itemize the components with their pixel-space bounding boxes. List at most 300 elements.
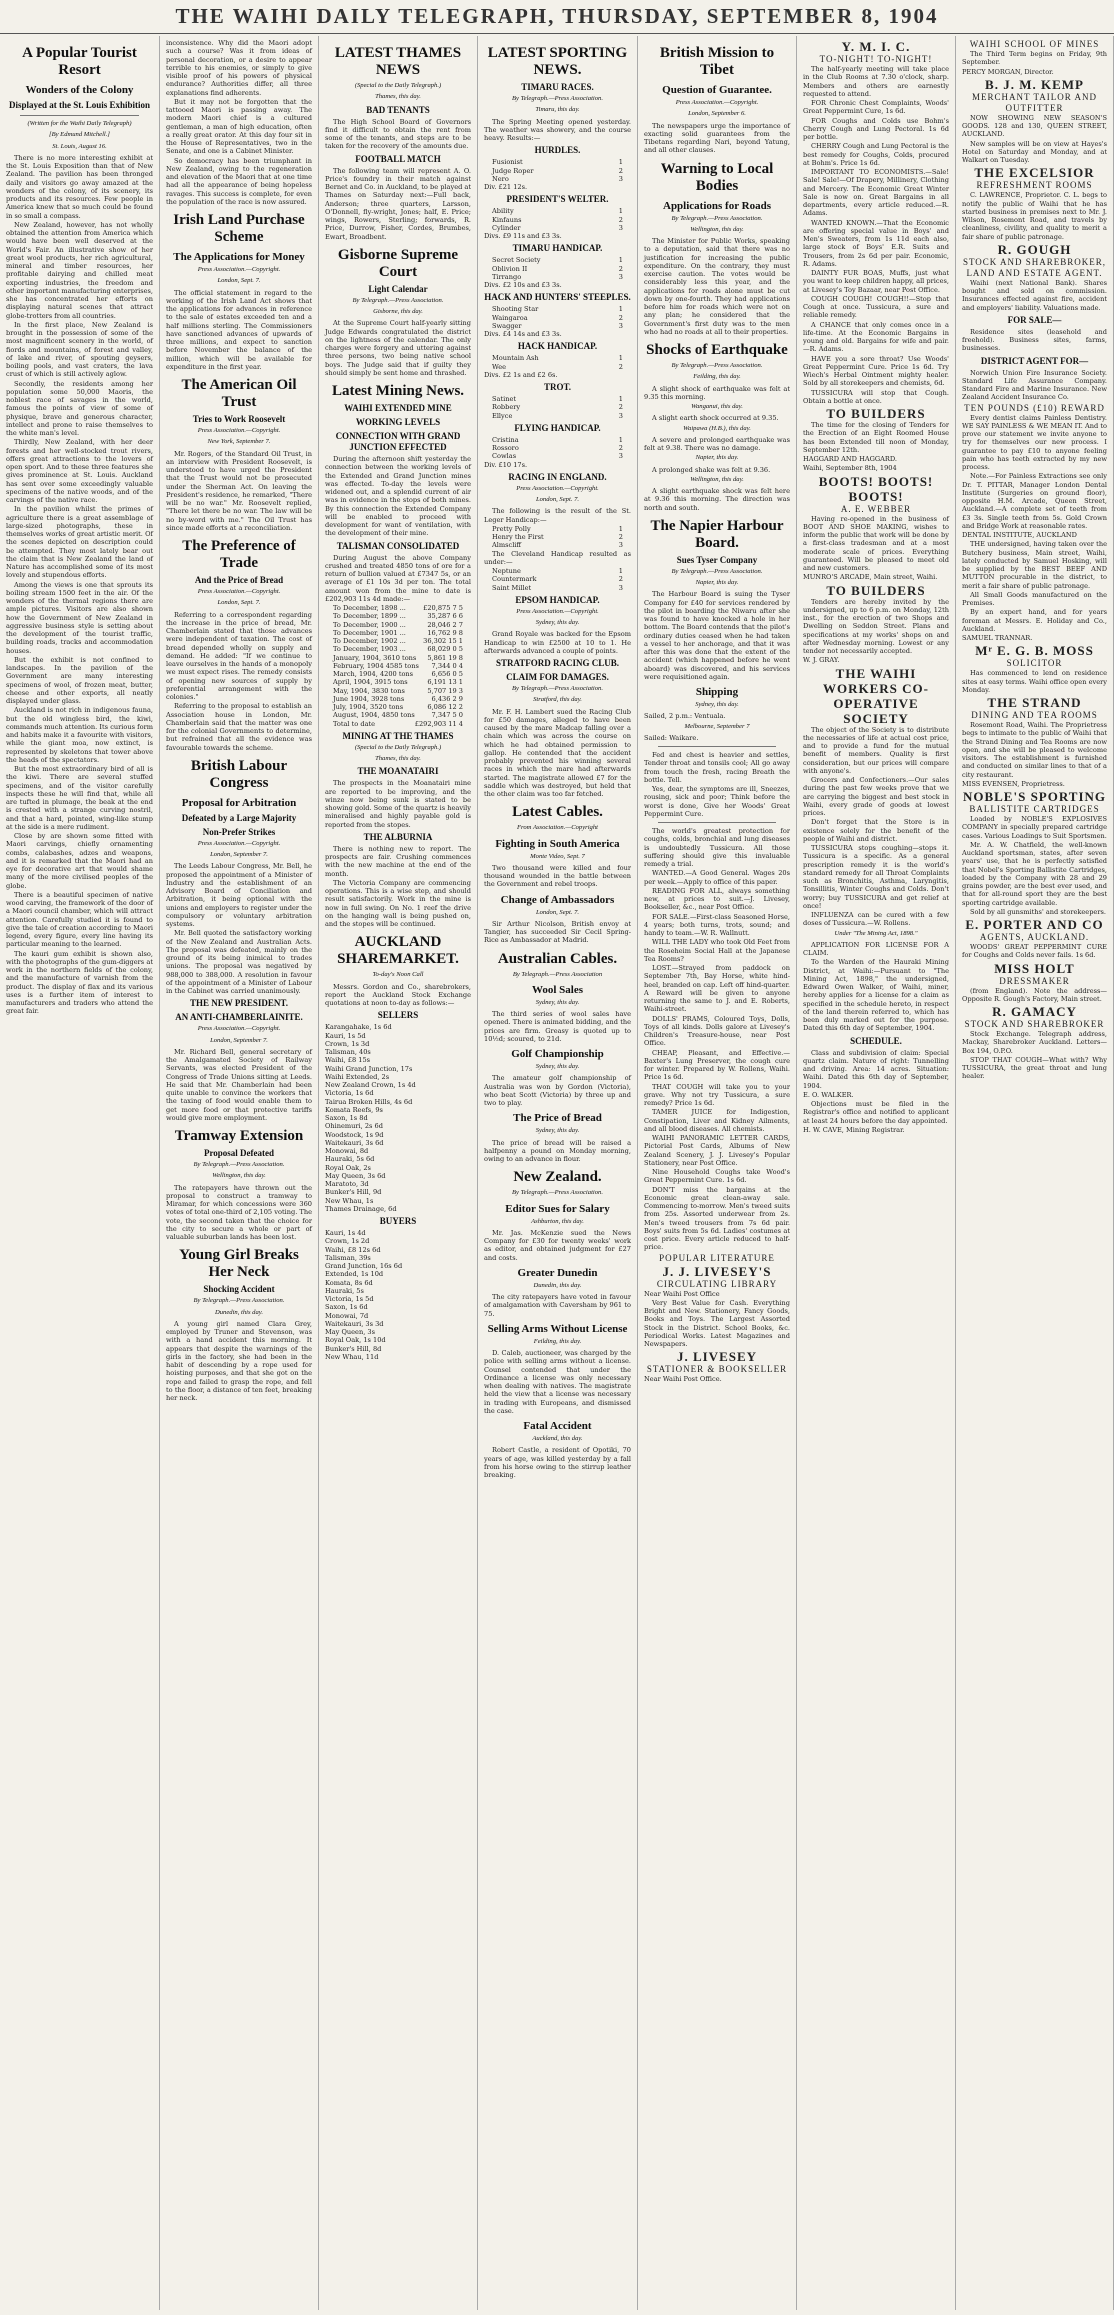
paragraph: SAMUEL TRANNAR. — [962, 634, 1033, 642]
dateline: Press Association.—Copyright. — [516, 607, 599, 615]
table-row — [325, 687, 471, 695]
results-table — [484, 305, 631, 330]
list-item: Royal Oak, 2s — [325, 1163, 371, 1172]
table-cell-value: 1 — [618, 158, 623, 167]
article-subheadline: Change of Ambassadors — [500, 893, 615, 906]
article-subheadline: Shipping — [695, 686, 739, 698]
table-row — [325, 604, 471, 612]
advert-caption: DRESSMAKER — [999, 975, 1070, 986]
table-cell-value: 7,344 0 4 — [431, 661, 463, 670]
table-cell-label: Almscliff — [492, 541, 522, 550]
column-7 — [956, 36, 1114, 2310]
paragraph: THE undersigned, having taken over the Butchery business, Main street, Waihi, lately conducted by Samuel Hosking, will be supplied by the BEST BEEF AND MUTTON procurable in the district, to merit a fair share of public patronage. — [962, 540, 1107, 590]
table-cell-label: February, 1904 4585 tons — [333, 661, 419, 670]
paragraph: Grand Royale was backed for the Epsom Handicap to win £2500 at 10 to 1. He afterwards advanced a couple of points. — [484, 630, 631, 655]
advert-caption: TO-NIGHT! TO-NIGHT! — [819, 54, 933, 64]
section-heading: SELLERS — [377, 1010, 419, 1021]
advert-title: Mʳ E. G. B. MOSS — [975, 643, 1094, 659]
table-cell-label: To December, 1900 ... — [333, 620, 406, 629]
dateline: Napier, this day. — [695, 454, 739, 462]
results-table — [484, 158, 631, 183]
dateline: Press Association.—Copyright. — [197, 588, 281, 595]
section-heading: EPSOM HANDICAP. — [515, 594, 600, 605]
paragraph: The Leeds Labour Congress, Mr. Bell, he proposed the appointment of a Minister of Industry and the establishment of an Advisory Board of Conciliation and Arbitration, it being optional with the unions and employers to register under the compulsory or voluntary arbitration systems. — [166, 862, 312, 928]
paragraph: MISS EVENSEN, Proprietress. — [962, 779, 1065, 788]
paragraph: Close by are shown some fitted with Maori carvings, chiefly ornamenting combs, calabashes, adzes and weapons, and it is remarked that the Maori had an eye for decorative art that would shame many of the more civilised peoples of the globe. — [6, 832, 153, 890]
table-cell-label: May, 1904, 3830 tons — [333, 686, 405, 695]
list-item: Talisman, 39s — [325, 1253, 371, 1262]
table-cell-value: 35,287 6 6 — [427, 612, 463, 621]
table-row — [484, 158, 631, 166]
paragraph: Mr. Richard Bell, general secretary of the Amalgamated Society of Railway Servants, was elected President of the Congress of Trade Unions sitting at Leeds. He said that Mr. Chamberlain had been quite unable to convince the workers that the taxing of food would enable them to get more food or that protective tariffs would give more employment. — [166, 1047, 312, 1122]
section-heading: STRATFORD RACING CLUB. — [495, 658, 620, 668]
paragraph: During August the above Company crushed and treated 4850 tons of ore for a return of bullion valued at £7347 5s, or an average of £1 10s 3d per ton. The total amount won from the mine to date is £202,903 11s 4d made:— — [325, 553, 471, 603]
list-item: New Whau, 1s — [325, 1196, 374, 1205]
table-cell-label: Pretty Polly — [492, 524, 531, 533]
dateline: By Telegraph.—Press Association. — [352, 296, 444, 304]
list-item: Tairua Broken Hills, 4s 6d — [325, 1097, 413, 1106]
dateline: Auckland, this day. — [532, 1435, 583, 1442]
article-headline: Young Girl Breaks Her Neck — [179, 1247, 299, 1281]
advert-caption: WAIHI SCHOOL OF MINES — [969, 39, 1100, 49]
list-item: Victoria, 1s 5d — [325, 1295, 374, 1303]
article-subheadline: Golf Championship — [511, 1048, 604, 1060]
paragraph: The third series of wool sales have opened. There is animated bidding, and the prices are firm. Greasy is quoted up to 10½d; scoured, to 21d. — [484, 1010, 631, 1043]
paragraph: To the Warden of the Hauraki Mining District, at Waihi:—Pursuant to "The Mining Act, 1898," the undersigned, Edward Owen Walker, of Waihi, miner, hereby applies for a license for a claim as specified in the schedule hereto, in respect of the land therein referred to, which has been duly marked out for the purpose. Dated this 6th day of September, 1904. — [803, 958, 949, 1033]
table-row — [325, 637, 471, 645]
dateline: Wellington, this day. — [212, 1172, 266, 1180]
section-heading: FOOTBALL MATCH — [355, 153, 441, 164]
dateline: By Telegraph.—Press Association. — [671, 567, 763, 575]
paragraph: The price of bread will be raised a halfpenny a pound on Monday morning, owing to an advance in flour. — [484, 1138, 631, 1163]
section-heading: Light Calendar — [368, 283, 428, 294]
dateline: To-day's Noon Call — [372, 971, 424, 979]
paragraph: FOR Coughs and Colds use Bohm's Cherry Cough and Lung Pectoral. 1s 6d per bottle. — [803, 116, 949, 141]
list-item: Waitekauri, 3s 6d — [325, 1138, 384, 1147]
dateline: Waipawa (H.B.), this day. — [683, 424, 751, 432]
table-row — [484, 575, 631, 583]
advert-title: E. PORTER AND CO — [965, 917, 1104, 932]
table-cell-label: Saint Millet — [492, 583, 532, 592]
table-cell-value: 2 — [618, 533, 623, 541]
dateline: Press Association.—Copyright. — [197, 266, 281, 273]
table-cell-value: 3 — [618, 174, 623, 183]
article-headline: British Labour Congress — [190, 757, 288, 791]
advert-title: TO BUILDERS — [826, 582, 926, 598]
table-cell-value: 16,762 9 8 — [427, 628, 463, 637]
paragraph: WANTED.—A Good General. Wages 20s per week.—Apply to office of this paper. — [644, 869, 790, 886]
advert-title: THE STRAND — [987, 695, 1082, 710]
table-cell-label: August, 1904, 4850 tons — [333, 711, 415, 720]
list-item: Extended, 1s 10d — [325, 1270, 384, 1279]
dateline: Under "The Mining Act, 1898." — [834, 929, 918, 937]
section-heading: TIMARU HANDICAP. — [512, 243, 603, 254]
dateline: Wellington, this day. — [690, 475, 744, 483]
paragraph: The Harbour Board is suing the Tyser Company for £40 for services rendered by the pilot in boarding the Niwaru after she was found to have knocked a hole in her bottom. The Board contends that the pilot's ordinary duties ceased when he had taken a vessel to her anchorage, and that it was after this was done that the extent of the accident (which happened before he went aboard) was discovered, and his services were requisitioned again. — [644, 590, 790, 681]
masthead-title: THE WAIHI DAILY TELEGRAPH, THURSDAY, SEPTEMBER 8, 1904 — [175, 4, 939, 28]
dateline: Gisborne, this day. — [373, 308, 423, 315]
article-headline: LATEST THAMES NEWS — [334, 45, 462, 78]
paragraph: Class and subdivision of claim: Special quartz claim. Nature of right: Tunnelling and driving. Area: 14 acres. Situation: Waihi. Dated this 6th day of September, 1904. — [803, 1048, 949, 1090]
list-item: Waihi, £8 15s — [325, 1056, 371, 1065]
paragraph: Div. £10 17s. — [484, 460, 528, 469]
article-headline: Irish Land Purchase Scheme — [173, 212, 305, 245]
article-headline: A Popular Tourist Resort — [22, 45, 137, 78]
table-cell-value: 6,436 2 9 — [431, 694, 463, 703]
paragraph: But the most extraordinary bird of all is the kiwi. There are several stuffed specimens, and of the visitor carefully inspects these he will find that, while all are tufted in plumage, the beak at the end is crested with a strange curving nostril, and that a hard, pointed, wing-like stump at the side is a mere rudiment. — [6, 765, 153, 831]
paragraph: (from England). Note the address—Opposite R. Gough's Factory, Main street. — [962, 986, 1107, 1003]
table-row — [484, 412, 631, 420]
table-row — [325, 720, 471, 728]
paragraph: A slight shock of earthquake was felt at 9.35 this morning. — [644, 384, 790, 401]
section-heading: RACING IN ENGLAND. — [508, 471, 607, 482]
paragraph: WAIHI PANORAMIC LETTER CARDS, Pictorial Post Cards, Albums of New Zealand Scenery, J. J. Livesey's Popular Stationery, near Post Office. — [644, 1134, 790, 1167]
article-headline: Latest Mining News. — [331, 383, 465, 399]
table-cell-value: 2 — [618, 264, 623, 273]
dateline: Dunedin, this day. — [533, 1281, 582, 1289]
dateline: London, Sept. 7. — [217, 599, 261, 607]
article-subheadline: Question of Guarantee. — [662, 84, 772, 96]
table-cell-label: Wee — [492, 362, 507, 371]
table-cell-value: 3 — [618, 583, 623, 592]
table-cell-value: 1 — [618, 435, 623, 444]
table-cell-label: Ability — [492, 207, 514, 216]
dateline: Press Association.—Copyright. — [675, 99, 759, 106]
table-row — [325, 678, 471, 686]
table-cell-value: 2 — [618, 403, 623, 412]
list-item: Hauraki, 5s — [325, 1286, 364, 1295]
table-row — [484, 314, 631, 322]
table-row — [484, 322, 631, 330]
table-row — [325, 703, 471, 711]
table-cell-label: Cristina — [492, 435, 519, 444]
list-item: May Queen, 3s 6d — [325, 1171, 386, 1180]
table-cell-label: To December, 1903 ... — [333, 645, 406, 654]
paragraph: The half-yearly meeting will take place in the Club Rooms at 7.30 o'clock, sharp. Members and others are earnestly requested to attend. — [803, 65, 949, 98]
table-cell-label: Waingaroa — [492, 313, 528, 322]
paragraph: In the first place, New Zealand is brought in the possession of some of the most magnificent scenery in the world, of fiords and mountains, of forest and valley, of lake and river, of spouting geysers, boiling pools, and vast craters, the lava crust of which is still actively aglow. — [6, 320, 153, 379]
section-heading: HACK AND HUNTERS' STEEPLES. — [484, 292, 631, 303]
paragraph: Thirdly, New Zealand, with her deer forests and her well-stocked trout rivers, offers great attractions to the lovers of open sport. And to these three features she gives prominence at St. Louis. Auckland has sent over some exceedingly valuable specimens of the native woods, and of the carvings of the native race. — [6, 438, 153, 504]
table-cell-value: 3 — [618, 223, 623, 232]
table-cell-label: To December, 1902 ... — [333, 637, 406, 645]
article-headline: The Napier Harbour Board. — [650, 517, 784, 551]
table-row — [484, 273, 631, 281]
table-row — [484, 395, 631, 403]
paragraph: E. O. WALKER. — [803, 1090, 854, 1099]
advert-caption: STOCK AND SHAREBROKER — [964, 1019, 1105, 1029]
table-cell-value: 28,046 2 7 — [427, 620, 463, 629]
table-row — [325, 670, 471, 678]
paragraph: The official statement in regard to the working of the Irish Land Act shows that the applications for advances in reference to the sale of estates exceeded ten and a half millions sterling. The Commissioners have sanctioned advances of upwards of three millions, and expect to sanction before November the balance of the million, which will be available for expenditure in the first year. — [166, 288, 312, 371]
table-cell-label: To December, 1901 ... — [333, 628, 406, 637]
table-row — [484, 354, 631, 362]
paragraph: Mr. A. W. Chatfield, the well-known Auckland sportsman, states, after seven years' use, that he is perfectly satisfied that Nobel's Sporting Ballistite Cartridges, loaded by the Company with 28 and 29 grains powder, are the best ever used, and that for all-round sport they are the best sporting cartridge available. — [962, 840, 1107, 907]
list-item: Royal Oak, 1s 10d — [325, 1336, 386, 1345]
paragraph: Has commenced to lend on residence sites at easy terms. Waihi office open every Monday. — [962, 669, 1107, 694]
section-heading: THE ALBURNIA — [363, 831, 433, 842]
advert-title: MISS HOLT — [994, 960, 1075, 976]
advert-caption: TEN POUNDS (£10) REWARD — [964, 402, 1105, 413]
list-item: Woodstock, 1s 9d — [325, 1130, 384, 1139]
list-item: Kauri, 1s 5d — [325, 1031, 366, 1040]
table-row — [484, 584, 631, 592]
paragraph: A prolonged shake was felt at 9.36. — [652, 465, 771, 474]
paragraph: The following team will represent A. O. Price's foundry in their match against Bernet and Co. in Auckland, to be played at Thames on Saturday next:—Full back, Anderson; three quarters, Larsson, O'Donnell, fly-wright, Jones; half, E. Price; wings, Rowers, Sterling; forwards, R. Price, Durrow, Fisher, Cordes, Brumbes, Ewart, Broadbent. — [325, 166, 471, 241]
section-heading: Proposal Defeated — [203, 1148, 275, 1158]
dateline: Stratford, this day. — [533, 696, 582, 704]
section-heading: CLAIM FOR DAMAGES. — [506, 672, 609, 682]
list-item: Hauraki, 5s 6d — [325, 1155, 375, 1164]
paragraph: MUNRO'S ARCADE, Main street, Waihi. — [803, 573, 938, 582]
table-cell-label: To December, 1899 ... — [333, 612, 406, 621]
paragraph: Objections must be filed in the Registrar's office and notified to applicant at least 24 hours before the day appointed. — [803, 1100, 949, 1125]
list-item: Komata Reefs, 9s — [325, 1105, 383, 1114]
paragraph: inconsistence. Why did the Maori adopt such a course? Was it from ideas of personal decoration, or a desire to appear terrible to his enemies, or simply to give visible proof of his powers of physical endurance? Authorities differ, all three explanations find adherents. — [166, 39, 312, 97]
paragraph: Referring to the proposal to establish an Association house in London, Mr. Chamberlain said that the matter was one for the colonial Governments to determine, but refrained that all the evidence was favourable towards the scheme. — [166, 702, 312, 752]
paragraph: DOLLS' PRAMS, Coloured Toys, Dolls, Toys of all kinds. Dolls galore at Livesey's Children's Treasure-house, near Post Office. — [644, 1014, 790, 1048]
paragraph: TAMER JUICE for Indigestion, Constipation, Liver and Kidney Ailments, and all blood diseases. All chemists. — [644, 1108, 790, 1133]
results-table — [484, 207, 631, 232]
paragraph: The High School Board of Governors find it difficult to obtain the rent from some of the tenants, and steps are to be taken for the recovery of the amounts due. — [325, 117, 471, 151]
advert-caption: DINING AND TEA ROOMS — [971, 710, 1098, 720]
table-cell-value: 1 — [618, 256, 623, 265]
paragraph: Stock Exchange. Telegraph address, Mackay, Sharebroker Auckland. Letters—Box 194, O.P.O. — [962, 1030, 1107, 1055]
article-subheadline: Wool Sales — [531, 983, 584, 996]
dateline: Press Association.—Copyright. — [197, 839, 281, 847]
section-heading: Shocking Accident — [203, 1284, 275, 1295]
table-row — [325, 662, 471, 670]
table-cell-value: 6,086 12 2 — [427, 703, 463, 711]
table-cell-value: 7,347 5 0 — [431, 711, 463, 720]
table-cell-label: April, 1904, 3915 tons — [333, 678, 408, 687]
list-item: Grand Junction, 16s 6d — [325, 1262, 403, 1270]
list-item: Victoria, 1s 6d — [325, 1089, 374, 1098]
table-cell-value: 5,861 19 8 — [427, 653, 463, 662]
table-cell-value: 3 — [618, 452, 623, 461]
table-cell-label: Oblivion II — [492, 264, 528, 273]
paragraph: Robert Castle, a resident of Opotiki, 70 years of age, was killed yesterday by a fall from his horse owing to the stirrup leather breaking. — [484, 1446, 631, 1479]
section-heading: TROT. — [543, 382, 572, 392]
dateline: London, Sept. 7. — [535, 496, 580, 503]
article-subheadline: The Price of Bread — [513, 1112, 602, 1125]
table-cell-value: 1 — [618, 207, 623, 216]
paragraph: A slight earthquake shock was felt here at 9.36 this morning. The direction was north and south. — [644, 487, 790, 512]
list-item: Maratoto, 3d — [325, 1180, 369, 1188]
dateline: London, Sept. 7. — [217, 277, 261, 285]
paragraph: H. W. CAVE, Mining Registrar. — [803, 1125, 905, 1134]
section-heading: HURDLES. — [534, 145, 581, 156]
advert-title: THE WAIHI WORKERS CO-OPERATIVE SOCIETY — [823, 665, 929, 726]
paragraph: A CHANCE that only comes once in a life-time. At the Economic Bargains in young and old. Bargains for wife and pair.—R. Adams. — [803, 320, 949, 354]
table-cell-value: 2 — [618, 444, 623, 452]
dateline: London, September 7. — [210, 851, 268, 858]
dateline: Press Association.—Copyright. — [197, 1025, 281, 1033]
paragraph: Residence sites (leasehold and freehold). Business sites, farms, businesses. — [962, 327, 1107, 353]
table-cell-value: 1 — [618, 395, 623, 403]
paragraph: Every dentist claims Painless Dentistry. WE SAY PAINLESS & WE MEAN IT. And to prove our statement we invite anyone to try for themselves our new process. I guarantee to pay £10 to anyone feeling pain who has teeth extracted by my new process. — [962, 413, 1107, 471]
paragraph: Sold by all gunsmiths' and storekeepers. — [970, 907, 1106, 916]
table-cell-value: 1 — [618, 524, 623, 533]
table-row — [484, 533, 631, 541]
masthead — [0, 0, 1114, 34]
dateline: By Telegraph.—Press Association. — [512, 1189, 603, 1197]
table-cell-value: £20,875 7 5 — [423, 604, 463, 612]
section-heading: TIMARU RACES. — [521, 82, 594, 92]
article-headline: The Preference of Trade — [182, 538, 296, 571]
section-heading: CONNECTION WITH GRAND JUNCTION EFFECTED — [335, 431, 461, 452]
paragraph: Waihi (next National Bank). Shares bought and sold on commission. Insurances effected against fire, accident and employers' liability. Valuations made. — [962, 278, 1107, 312]
paragraph: LOST.—Strayed from paddock on September 7th, Bay Horse, white hind-heel, branded on cap. Left off hind-quarter. A Reward will be given to anyone returning the same to J. and E. Roberts, Waihi-street. — [644, 964, 790, 1014]
table-row — [484, 256, 631, 264]
column-2 — [160, 36, 319, 2310]
paragraph: INFLUENZA can be cured with a few doses of Tussicura.—W. Rollens. — [803, 911, 949, 928]
table-cell-label: Judge Roper — [492, 166, 534, 175]
article-headline: Gisborne Supreme Court — [337, 246, 459, 280]
advert-title: R. GAMACY — [992, 1004, 1077, 1019]
list-item: Bunker's Hill, 9d — [325, 1188, 382, 1197]
paragraph: THAT COUGH will take you to your grave. Why not try Tussicura, a sure remedy? Price 1s 6d. — [644, 1082, 790, 1107]
paragraph: Nine Household Coughs take Wood's Great Peppermint Cure. 1s 6d. — [644, 1168, 790, 1185]
advert-caption: STOCK AND SHAREBROKER, LAND AND ESTATE AGENT. — [962, 256, 1107, 278]
paragraph: TUSSICURA stops coughing—stops it. Tussicura is a specific. As a general prescription remedy it is the world's standard remedy for all Throat Complaints such as Bronchitis, Asthma, Laryngitis, Tonsillitis, Winter Coughs and Colds. Don't worry; buy TUSSICURA and get relief at once! — [803, 844, 949, 910]
paragraph: WILL THE LADY who took Old Feet from the Roseheim Social Hall at the Japanese Tea Rooms? — [644, 938, 790, 963]
section-heading: THE MOANATAIRI — [357, 766, 439, 777]
list-item: Waihi Grand Junction, 17s — [325, 1064, 413, 1073]
paragraph: Very Best Value for Cash. Everything Bright and New. Stationery, Fancy Goods, Books and Toys. The Largest Assorted Stock in the District. School Books, &c. Periodical Works. Latest Magazines and Newspapers. — [644, 1298, 790, 1348]
list-item: Komata, 8s 6d — [325, 1278, 373, 1287]
dateline: By Telegraph.—Press Association — [512, 970, 603, 978]
paragraph: A slight earth shock occurred at 9.35. — [652, 414, 779, 423]
table-row — [484, 265, 631, 273]
section-heading: BUYERS — [379, 1216, 417, 1226]
dateline: (Special to the Daily Telegraph.) — [354, 743, 442, 751]
advert-caption: REFRESHMENT ROOMS — [976, 180, 1093, 191]
table-cell-value: 2 — [618, 166, 623, 175]
table-cell-label: To December, 1898 ... — [333, 604, 406, 612]
advert-caption: STATIONER & BOOKSELLER — [646, 1364, 788, 1375]
dateline: Sydney, this day. — [535, 619, 580, 626]
table-cell-value: 1 — [618, 567, 623, 575]
article-subheadline: Fighting in South America — [495, 837, 620, 850]
article-headline: The American Oil Trust — [181, 377, 297, 410]
table-cell-label: Total to date — [333, 719, 376, 728]
table-cell-value: 2 — [618, 313, 623, 322]
article-headline: Australian Cables. — [497, 950, 618, 967]
paragraph: Two thousand were killed and four thousand wounded in the battle between the Government and rebel troops. — [484, 863, 631, 889]
section-heading: MINING AT THE THAMES — [342, 730, 454, 741]
table-cell-label: Satinet — [492, 395, 517, 403]
paragraph: The time for the closing of Tenders for the Erection of an Eight Roomed House has been Extended till noon of Monday, September 12th. — [803, 421, 949, 454]
table-cell-label: Henry the First — [492, 533, 544, 541]
paragraph: New samples will be on view at Hayes's Hotel on Saturday and Monday, and at Walkart on Tuesday. — [962, 139, 1107, 164]
paragraph: The prospects in the Moanatairi mine are reported to be improving, and the winze now being sunk is stated to be showing gold. Some of the quartz is heavily mineralised and highly payable gold is reported from the stopes. — [325, 779, 471, 829]
advert-caption: MERCHANT TAILOR AND OUTFITTER — [972, 91, 1097, 113]
list-item: Bunker's Hill, 8d — [325, 1344, 382, 1353]
paragraph: IMPORTANT TO ECONOMISTS.—Sale! Sale! Sale!—Of Drapery, Millinery, Clothing and Mercery. The Economic Great Winter Sale is now on. Great Bargains in all departments, every article reduced.—R. Adams. — [803, 168, 949, 218]
dateline: Press Association.—Copyright. — [516, 484, 599, 492]
paragraph: Loaded by NOBLE'S EXPLOSIVES COMPANY in specially prepared cartridge cases. Various Loadings to Suit Sportsmen. — [962, 815, 1107, 840]
paragraph: A young girl named Clara Grey, employed by Truner and Stevenson, was with a hand accident this morning. It appears that despite the warnings of the girls in the factory, she had been in the habit of descending by a rope used for hoisting purposes, and that she got on the rope and failed to grasp the rope, and fell to the floor, a distance of ten feet, breaking her neck. — [166, 1319, 312, 1402]
section-heading: TALISMAN CONSOLIDATED — [336, 540, 460, 551]
paragraph: There is a beautiful specimen of native wood carving, the framework of the door of a Maori council chamber, which will attract attention. Carefully studied it is found to give the tale of creation according to Maori legend, every figure, every line having its particular meaning to the learned. — [6, 890, 153, 949]
advert-title: R. GOUGH — [997, 241, 1072, 257]
paragraph: Tenders are hereby invited by the undersigned, up to 6 p.m. on Monday, 12th inst., for the erection of two Shops and Dwelling on Seddon Street. Plans and specifications at my works' shops on and after Wednesday morning. Lowest or any tender not necessarily accepted. — [803, 597, 949, 655]
section-heading: THE NEW PRESIDENT. — [190, 998, 288, 1009]
table-cell-value: 2 — [618, 362, 623, 371]
table-cell-label: Fusionist — [492, 158, 523, 167]
list-item: Ohinemuri, 2s 6d — [325, 1122, 383, 1131]
column-5 — [638, 36, 797, 2310]
paragraph: The newspapers urge the importance of exacting solid guarantees from the Tibetans regarding Nari, beyond Yatung, and all other clauses. — [644, 121, 790, 155]
paragraph: The Cleveland Handicap resulted as under:— — [484, 549, 631, 566]
paragraph: All Small Goods manufactured on the Premises. — [962, 590, 1107, 607]
paragraph: The object of the Society is to distribute the necessaries of life at actual cost price, and to provide a fund for the mutual benefit of members. Quality is first consideration, but our prices will compare with anyone's. — [803, 725, 949, 775]
dateline: By Telegraph.—Press Association. — [512, 95, 603, 102]
article-subheadline: Editor Sues for Salary — [505, 1202, 610, 1215]
paragraph: Yes, dear, the symptoms are ill, Sneezes, rousing, sick and poor; Think before the worst is done, Give her Woods' Great Peppermint Cure. — [644, 785, 790, 818]
dateline: Wellington, this day. — [690, 225, 744, 233]
dateline: Feilding, this day. — [533, 1337, 582, 1345]
divider-rule — [20, 115, 139, 116]
results-table — [484, 525, 631, 550]
paragraph: Grocers and Confectioners.—Our sales during the past few weeks prove that we are carrying the biggest and best stock in Waihi, every grade of goods at lowest prices. — [803, 776, 949, 817]
paragraph: Sailed, 2 p.m.: Ventuala. — [644, 712, 726, 721]
paragraph: Mr. Rogers, of the Standard Oil Trust, in an interview with President Roosevelt, is understood to have urged the President that the Trust would not be prosecuted under the Sherman Act. On leaving the President's residence, he remarked, "There will be no war." Mr. Roosevelt replied, "There let there be no war. The law will be no by-word with me." The Oil Trust has since made efforts at a reconciliation. — [166, 449, 312, 532]
paragraph: New Zealand, however, has not wholly obtained the attention from America which would have been well deserved at the World's Fair. An illustrative show of her great wool products, her rich agricultural, mineral and timber resources, her profitable dairying and chilled meat exporting industries, the freedom and other important manufacturing enterprises, she has concentrated her efforts on displaying natural scenes that attract globe-trotters from all countries. — [6, 220, 153, 320]
table-cell-label: Ellyce — [492, 411, 513, 420]
results-table — [484, 395, 631, 420]
paragraph: Secondly, the residents among her population some 50,000 Maoris, the noblest race of savages in the world, famous the points of view of some of physique, brave and generous character, intellect and prone to raise themselves to the white man's level. — [6, 379, 153, 437]
paragraph: TUSSICURA will stop that Cough. Obtain a bottle at once. — [803, 388, 949, 405]
paragraph: Fed and chest is heavier and settles, Tender throat and tonsils cool; All go away from touch the fresh, racing Breath the bottle. Tell. — [644, 751, 790, 784]
table-row — [484, 444, 631, 452]
section-heading: PRESIDENT'S WELTER. — [506, 194, 609, 205]
paragraph: Div. £21 12s. — [484, 183, 528, 191]
dateline: Melbourne, September 7 — [684, 722, 750, 730]
dateline: Sydney, this day. — [695, 701, 739, 708]
paragraph: Don't forget that the Store is in existence solely for the benefit of the people of Waihi and district. — [803, 818, 949, 843]
list-item: Waihi Extended, 2s — [325, 1072, 390, 1081]
results-table — [325, 604, 471, 728]
list-item: Waitekauri, 3s 3d — [325, 1319, 384, 1328]
dateline: Dunedin, this day. — [215, 1308, 263, 1316]
paragraph: Note.—For Painless Extractions see only Dr. T. PITTAR, Manager London Dental Institute (Surgeries on ground floor), opposite H.M. Arcade, Queen Street, Auckland.—A complete set of teeth from £3 3s. Single teeth from 5s. Gold Crown and Bridge Work at reasonable rates. — [962, 472, 1107, 530]
table-cell-label: Secret Society — [492, 256, 541, 265]
table-cell-label: March, 1904, 4200 tons — [333, 670, 414, 678]
list-item: New Whau, 11d — [325, 1352, 379, 1361]
section-heading: FOR SALE— — [1007, 314, 1062, 325]
article-headline: New Zealand. — [513, 1169, 602, 1186]
dateline: By Telegraph.—Press Association. — [512, 685, 603, 692]
column-3 — [319, 36, 478, 2310]
paragraph: Divs. £4 14s and £3 3s. — [484, 330, 562, 338]
paragraph: WOODS' GREAT PEPPERMINT CURE for Coughs and Colds never fails. 1s 6d. — [962, 943, 1107, 960]
dateline: London, September 7. — [210, 1036, 268, 1044]
advert-title: BOOTS! BOOTS! BOOTS! — [818, 473, 934, 504]
advert-caption: AGENTS, AUCKLAND. — [979, 932, 1090, 942]
table-cell-value: 3 — [618, 541, 623, 550]
table-cell-label: Nero — [492, 174, 509, 183]
article-subheadline: The Applications for Money — [173, 251, 305, 263]
paragraph: Sailed: Waikare. — [644, 733, 699, 742]
dateline: Monte Video, Sept. 7 — [530, 852, 585, 860]
paragraph: Mr. Bell quoted the satisfactory working of the New Zealand and Australian Acts. The proposal was defeated, mainly on the ground of its being inimical to trades unions. The proposal was negatived by 988,000 to 388,000. A resolution in favour of the appointment of a Minister of Labour in the Cabinet was carried unanimously. — [166, 929, 312, 995]
table-row — [484, 436, 631, 444]
paragraph: FOR SALE.—First-class Seasoned Horse, 4 years; both turns, trots, sound; and handy to team.—W. R. Wallnutt. — [644, 912, 790, 937]
paragraph: COUGH COUGH! COUGH!!—Stop that Cough at once. Tussicura, a sure and reliable remedy. — [803, 294, 949, 320]
paragraph: There is nothing new to report. The prospects are fair. Crushing commences with the new machine at the end of the month. — [325, 844, 471, 878]
